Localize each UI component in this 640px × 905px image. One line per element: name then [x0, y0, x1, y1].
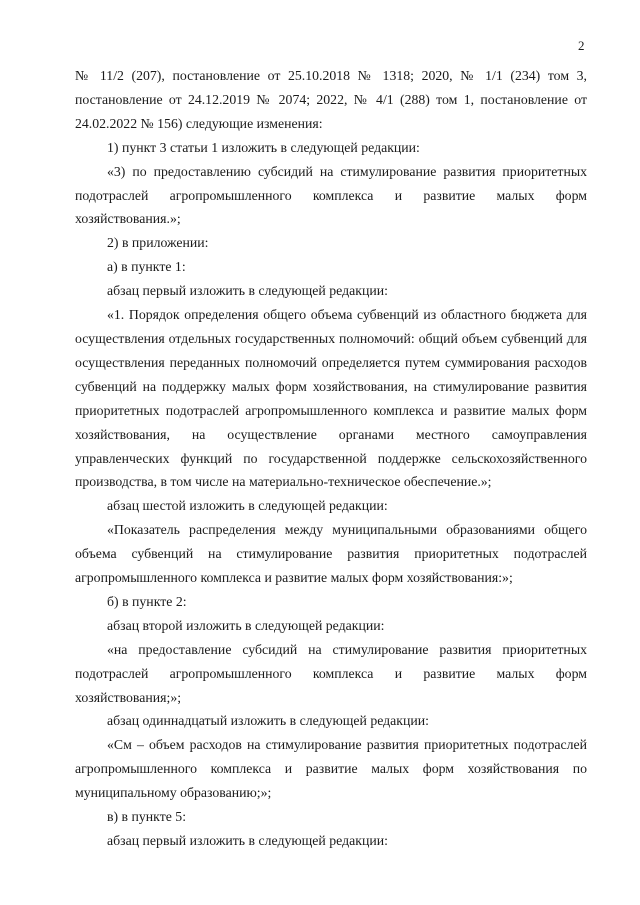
paragraph: 2) в приложении: [107, 235, 209, 251]
paragraph: абзац шестой изложить в следующей редакции: [107, 498, 388, 514]
paragraph: 1) пункт 3 статьи 1 изложить в следующей редакции: [107, 139, 420, 155]
paragraph: в) в пункте 5: [107, 809, 187, 825]
paragraph: б) в пункте 2: [107, 593, 187, 609]
paragraph: «Показатель распределения между муниципальными образованиями общего объема субвенций на стимулирование развития приоритетных подотраслей агропромышленного комплекса и развитие малых форм хозяйствования:»; [75, 522, 587, 586]
paragraph: абзац первый изложить в следующей редакции: [107, 833, 388, 848]
paragraph: «1. Порядок определения общего объема субвенций из областного бюджета для осуществления отдельных государственных полномочий: общий объем субвенций для осуществления переданных полномочий определяется путем суммирования расходов субвенций на поддержку малых форм хозяйствования, на стимулирование развития приоритетных подотраслей агропромышленного комплекса и развитие малых форм хозяйствования, на осуществление органами местного самоуправления управленческих функций по государственной поддержке сельскохозяйственного производства, в том числе на материально-техническое обеспечение.»; [75, 307, 587, 490]
document-body [75, 64, 587, 853]
paragraph: абзац второй изложить в следующей редакции: [107, 617, 385, 633]
paragraph: а) в пункте 1: [107, 259, 186, 275]
paragraph: «См – объем расходов на стимулирование развития приоритетных подотраслей агропромышленного комплекса и развитие малых форм хозяйствования по муниципальному образованию;»; [75, 737, 587, 801]
page-number: 2 [578, 38, 585, 53]
paragraph: «на предоставление субсидий на стимулирование развития приоритетных подотраслей агропромышленного комплекса и развитие малых форм хозяйствования;»; [75, 641, 587, 705]
paragraph: абзац одиннадцатый изложить в следующей редакции: [107, 713, 429, 729]
paragraph: абзац первый изложить в следующей редакции: [107, 283, 388, 299]
paragraph: «3) по предоставлению субсидий на стимулирование развития приоритетных подотраслей агропромышленного комплекса и развитие малых форм хозяйствования.»; [75, 163, 587, 227]
paragraph: № 11/2 (207), постановление от 25.10.2018 № 1318; 2020, № 1/1 (234) том 3, постановление от 24.12.2019 № 2074; 2022, № 4/1 (288) том 1, постановление от 24.02.2022 № 156) следующие изменения: [75, 68, 587, 131]
